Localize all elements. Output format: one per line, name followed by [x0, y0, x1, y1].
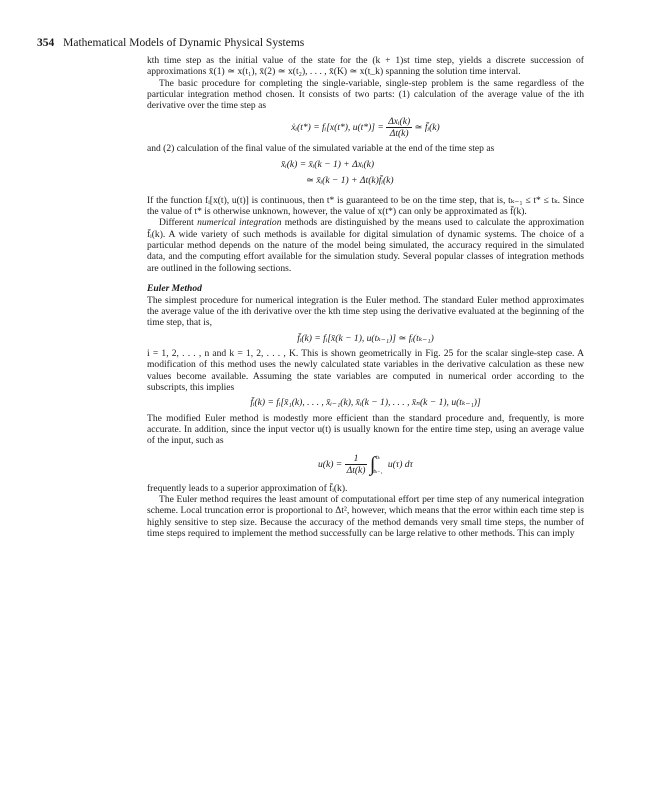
running-header [37, 37, 304, 49]
integral-lower-limit: tₖ₋₁ [373, 468, 383, 475]
equation-modified-euler [147, 397, 584, 408]
eq3: f̄ᵢ(k) = fᵢ[x̄(k − 1), u(tₖ₋₁)] ≃ fᵢ(tₖ₋₁) [297, 332, 434, 344]
eq1-left: ẋᵢ(t*) = fᵢ[x(t*), u(t*)] = [291, 121, 384, 133]
eq4: f̄ᵢ(k) = fᵢ[x̄₁(k), . . . , x̄ᵢ₋₁(k), x̄ᵢ(k − 1), . . . , x̄ₙ(k − 1), u(tₖ₋₁)] [250, 397, 481, 409]
paragraph-5 [147, 217, 584, 274]
paragraph-8: The modified Euler method is modestly more efficient than the standard procedure and, frequently, is more accurate. In addition, since the input vector u(t) is usually known for the entire time step, using an average value of the input, such as [147, 412, 584, 447]
body-text [147, 55, 584, 539]
paragraph-3: and (2) calculation of the final value of the simulated variable at the end of the time step as [147, 143, 495, 155]
paragraph-4: If the function fᵢ[x(t), u(t)] is continuous, then t* is guaranteed to be on the time step, that is, tₖ₋₁ ≤ t* ≤ tₖ. Since the value of t* is otherwise unknown, however, the value of x(t*) can only be approximated as f̄(k). [147, 194, 584, 218]
eq2-line-1: x̄ᵢ(k) = x̄ᵢ(k − 1) + Δxᵢ(k) [281, 158, 375, 170]
eq5-numerator: 1 [345, 453, 368, 465]
equation-average-derivative [147, 116, 584, 140]
integral-upper-limit: tₖ [375, 454, 380, 461]
running-title: Mathematical Models of Dynamic Physical Systems [63, 37, 305, 49]
eq5-denominator: Δt(k) [346, 465, 366, 477]
integral-limits [373, 451, 382, 479]
paragraph-9: frequently leads to a superior approximation of f̄ᵢ(k). [147, 482, 348, 494]
eq2-line-2: ≃ x̄ᵢ(k − 1) + Δt(k)f̄ᵢ(k) [306, 174, 394, 186]
paragraph-5-emphasis: numerical integration [197, 217, 282, 229]
eq5-right: u(τ) dτ [387, 458, 413, 470]
eq5-left: u(k) = [318, 458, 343, 470]
page-number: 354 [37, 37, 55, 49]
paragraph-5-rest: methods are distinguished by the means used to calculate the approximation f̄ᵢ(k). A wide variety of such methods is available for digital simulation of dynamic systems. The choice of a particular method depends on the nature of the model being simulated, the accuracy required in the simulated data, and the computing effort available for the simulation study. Several popular classes of integration methods are outlined in the following sections. [147, 217, 585, 274]
paragraph-1: kth time step as the initial value of the state for the (k + 1)st time step, yields a discrete succession of approximations x̄(1) ≃ x(t₁), x̄(2) ≃ x(t₂), . . . , x̄(K) ≃ x(t_k) spanning the solution time interval. [147, 55, 584, 78]
equation-average-input [147, 451, 584, 479]
integral-sign: ∫ [369, 452, 376, 475]
equation-final-value [147, 159, 584, 191]
section-title-euler: Euler Method [147, 283, 202, 295]
paragraph-2: The basic procedure for completing the single-variable, single-step problem is the same regardless of the particular integration method chosen. It consists of two parts: (1) calculation of the average value of the ith derivative over the time step as [147, 77, 584, 112]
paragraph-7: i = 1, 2, . . . , n and k = 1, 2, . . . , K. This is shown geometrically in Fig. 25 for the scalar single-step case. A modification of this method uses the newly calculated state variables in the derivative calculation as these new values become available. Assuming the state variables are computed in numerical order according to the subscripts, this implies [147, 347, 584, 393]
paragraph-10: The Euler method requires the least amount of computational effort per time step of any numerical integration scheme. Local truncation error is proportional to Δt², however, which means that the error within each time step is highly sensitive to step size. Because the accuracy of the method demands very small time steps, the number of time steps required to implement the method successfully can be large relative to other methods. This can imply [147, 493, 584, 539]
eq1-numerator: Δxᵢ(k) [388, 115, 411, 127]
eq1-right: ≃ f̄ᵢ(k) [414, 121, 440, 133]
paragraph-5-start: Different [159, 217, 198, 229]
eq1-fraction [386, 116, 412, 140]
eq1-denominator: Δt(k) [389, 128, 409, 140]
paragraph-6: The simplest procedure for numerical integration is the Euler method. The standard Euler method approximates the average value of the ith derivative over the kth time step using the derivative evaluated at the beginning of the time step, that is, [147, 294, 584, 329]
eq5-fraction [345, 453, 368, 477]
equation-euler [147, 333, 584, 344]
